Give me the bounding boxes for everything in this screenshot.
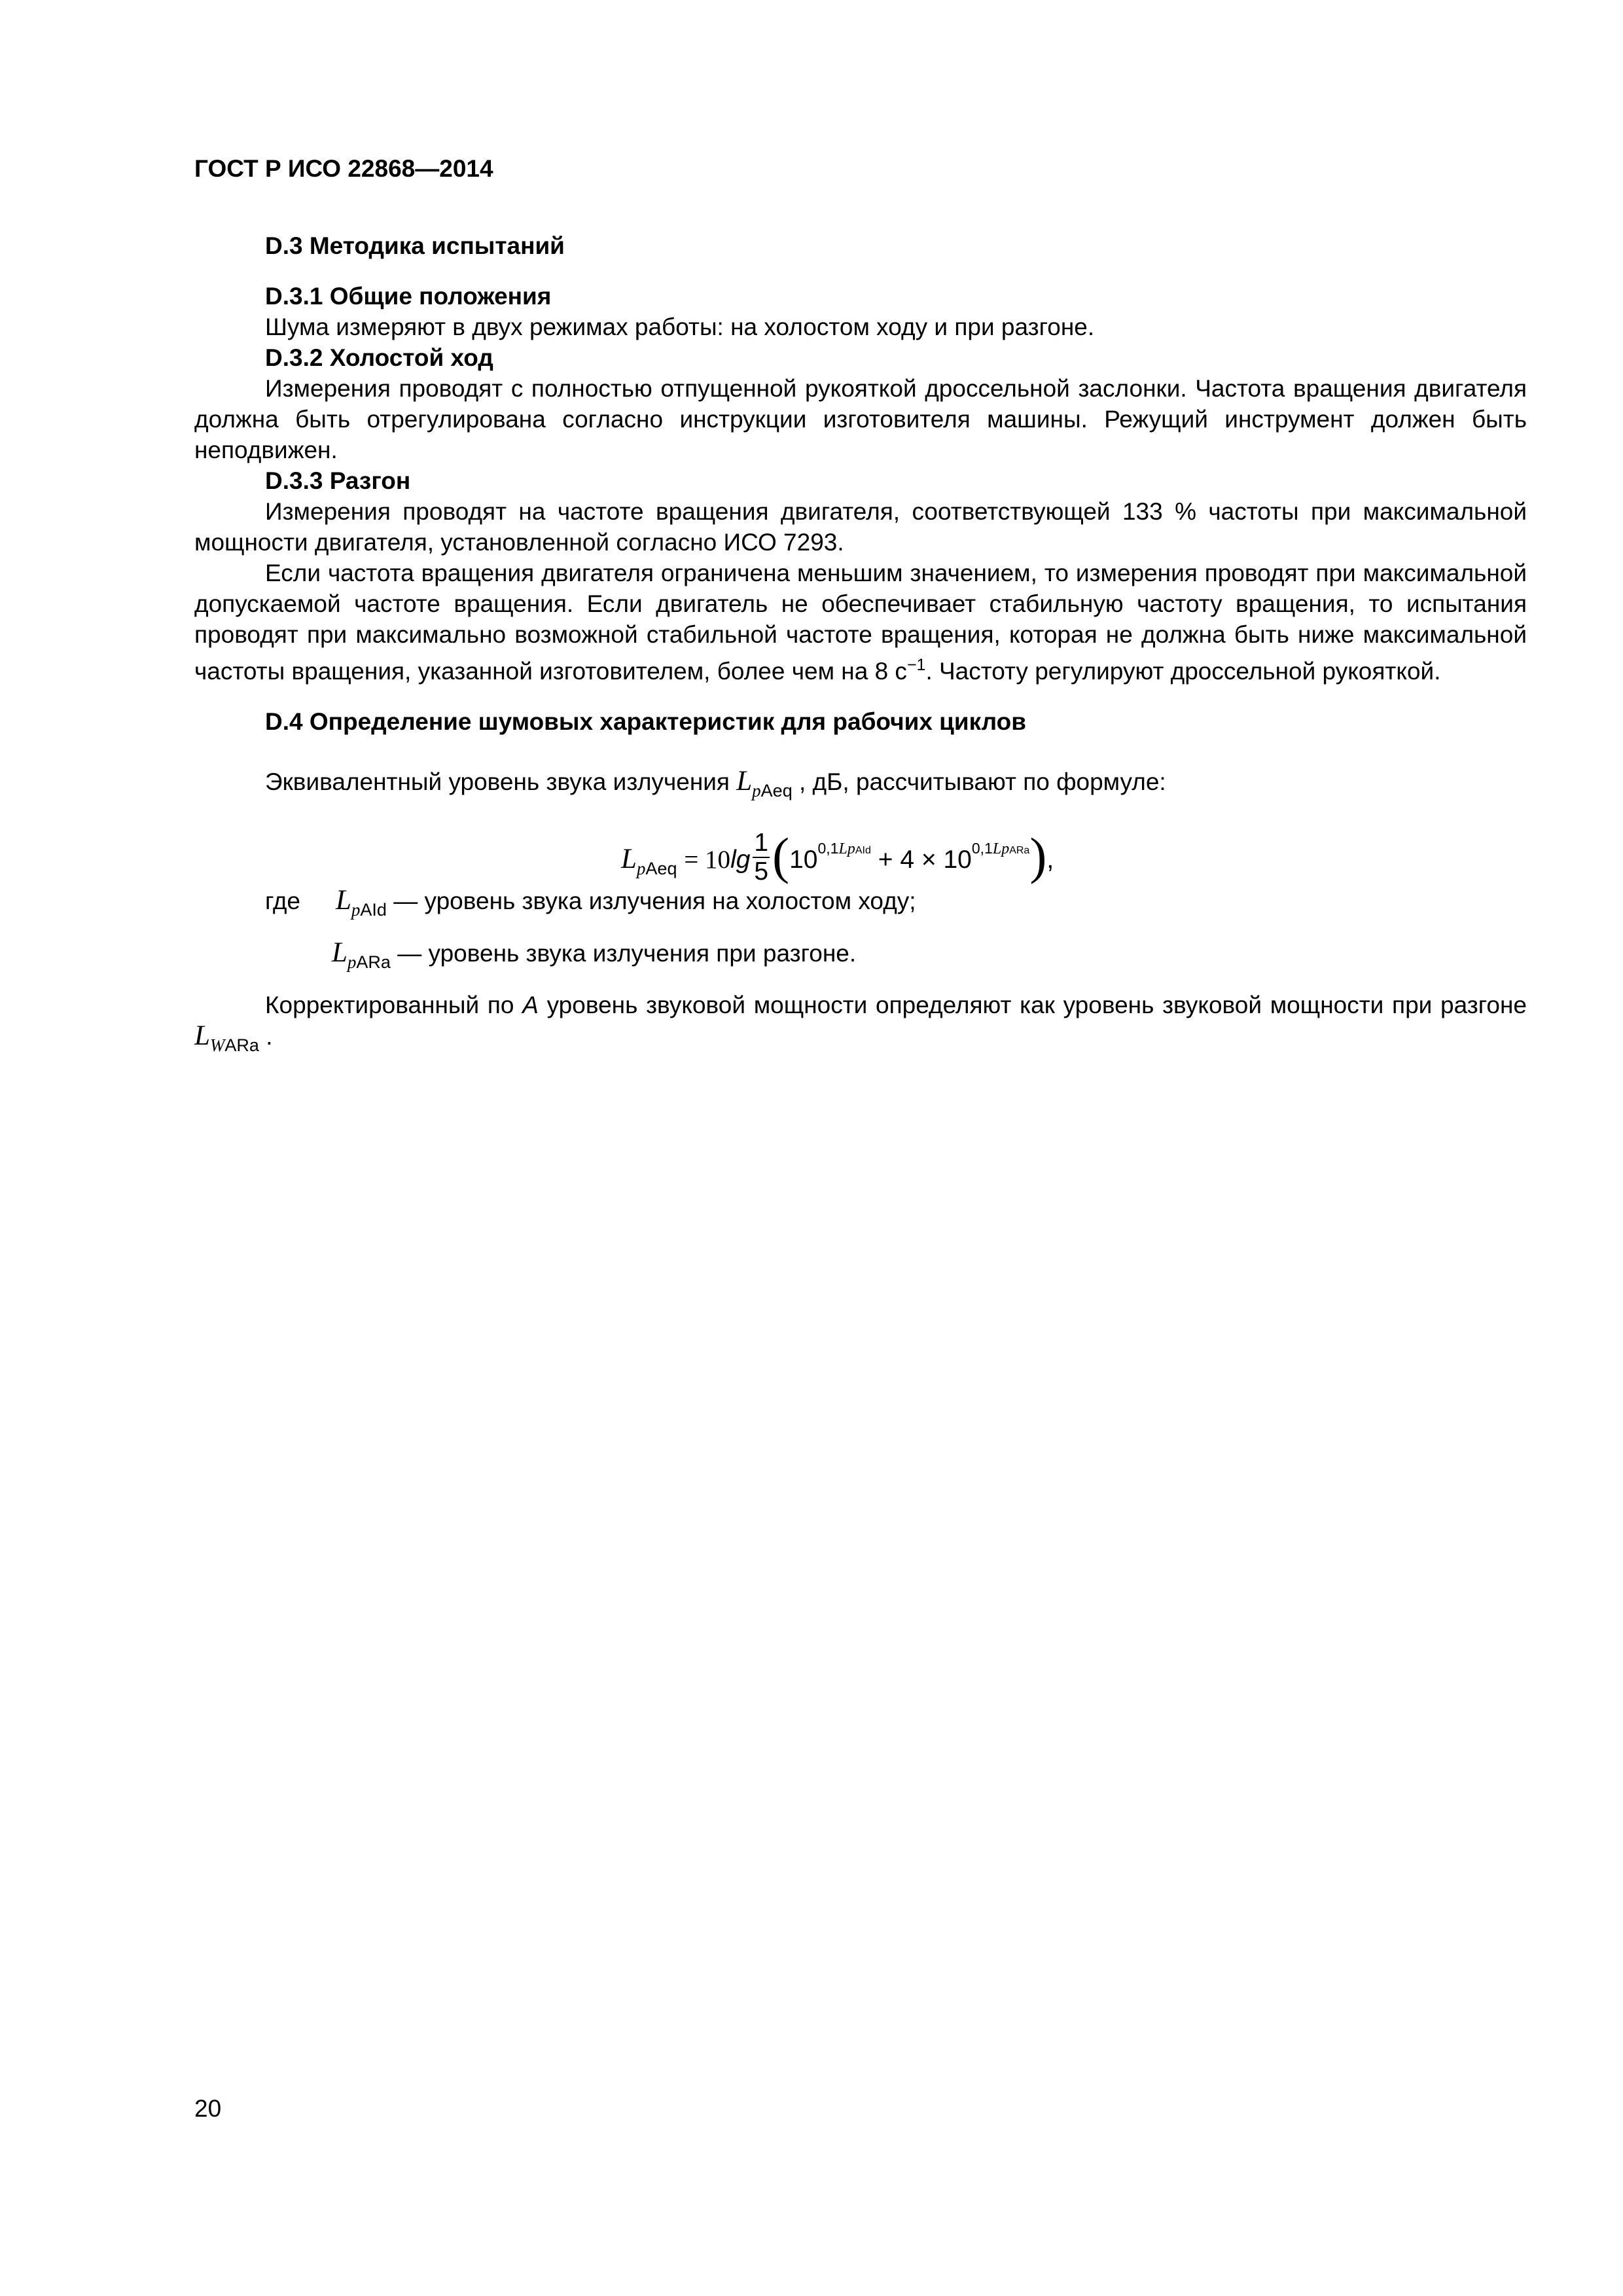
formula-close-paren: ) (1029, 827, 1047, 884)
document-header: ГОСТ Р ИСО 22868—2014 (194, 155, 493, 182)
section-d32-text: Измерения проводят с полностью отпущенной рукояткой дроссельной заслонки. Частота вращения двигателя должна быть отрегулирована согласно инструкции изготовителя машины. Режущий инструмент должен быть неподвижен. (194, 375, 1527, 463)
weighting-a: А (522, 992, 539, 1018)
formula-term-1: $10^{0,1LpAId}$ (789, 840, 871, 874)
formula-end: , (1046, 846, 1054, 874)
formula-plus: + 4 × (878, 846, 936, 874)
formula-lhs: $L_{pAeq}$ (621, 844, 677, 878)
formula-lg: lg (730, 846, 751, 874)
where-row-ara (194, 937, 1527, 978)
section-d4-intro-text: Эквивалентный уровень звука излучения (265, 768, 737, 795)
formula-fraction: $\frac{1}{5}$ (754, 828, 769, 886)
formula-lpaeq (194, 812, 1527, 885)
where-ara-desc: — уровень звука излучения при разгоне. (397, 940, 857, 967)
section-d31-title: D.3.1 Общие положения (265, 283, 552, 310)
symbol-lpaeq: $L_{pAeq}$ (736, 766, 793, 800)
formula-eq: = 10 (684, 846, 731, 874)
page-number: 20 (194, 2095, 222, 2122)
section-d33-title: D.3.3 Разгон (265, 467, 411, 494)
section-d33-text-1: Измерения проводят на частоте вращения двигателя, соответствующей 133 % частоты при максимальной мощности двигателя, установленной согласно ИСО 7293. (194, 498, 1527, 556)
document-body (194, 230, 1527, 1061)
symbol-lpaid: $L_{pAId}$ (336, 885, 387, 920)
section-d4-final: Корректированный по А уровень звуковой мощности определяют как уровень звуковой мощности при разгоне $L_{WARa}$ . (194, 992, 1527, 1055)
section-d33-text-2-end: . Частоту регулируют дроссельной рукояткой. (925, 658, 1441, 685)
symbol-lpara: $L_{pARa}$ (332, 937, 391, 972)
section-d4-intro-tail: , дБ, рассчитывают по формуле: (792, 768, 1166, 795)
unit-exponent: −1 (906, 656, 926, 674)
section-d33-text-2 (194, 558, 1527, 687)
section-d3-title: D.3 Методика испытаний (265, 232, 565, 259)
formula-term-2: $10^{0,1LpARa}$ (943, 840, 1030, 874)
section-d4-intro (194, 766, 1527, 806)
section-d4-title: D.4 Определение шумовых характеристик для рабочих циклов (265, 708, 1027, 735)
section-d32-title: D.3.2 Холостой ход (265, 344, 493, 371)
where-aid-desc: — уровень звука излучения на холостом ходу; (393, 888, 916, 914)
section-d31-text: Шума измеряют в двух режимах работы: на холостом ходу и при разгоне. (265, 314, 1095, 340)
where-label: где (265, 888, 301, 914)
section-d33-text-2-main: Если частота вращения двигателя ограничена меньшим значением, то измерения проводят при максимальной допускаемой частоте вращения. Если двигатель не обеспечивает стабильную частоту вращения, то испытания проводят при максимально возможной стабильной частоте вращения, которая не должна быть ниже максимальной частоты вращения, указанной изготовителем, более чем на 8 с (194, 560, 1527, 685)
formula-open-paren: ( (772, 827, 790, 884)
symbol-lwara: $L_{WARa}$ (194, 1020, 259, 1055)
document-page (194, 0, 1527, 2296)
